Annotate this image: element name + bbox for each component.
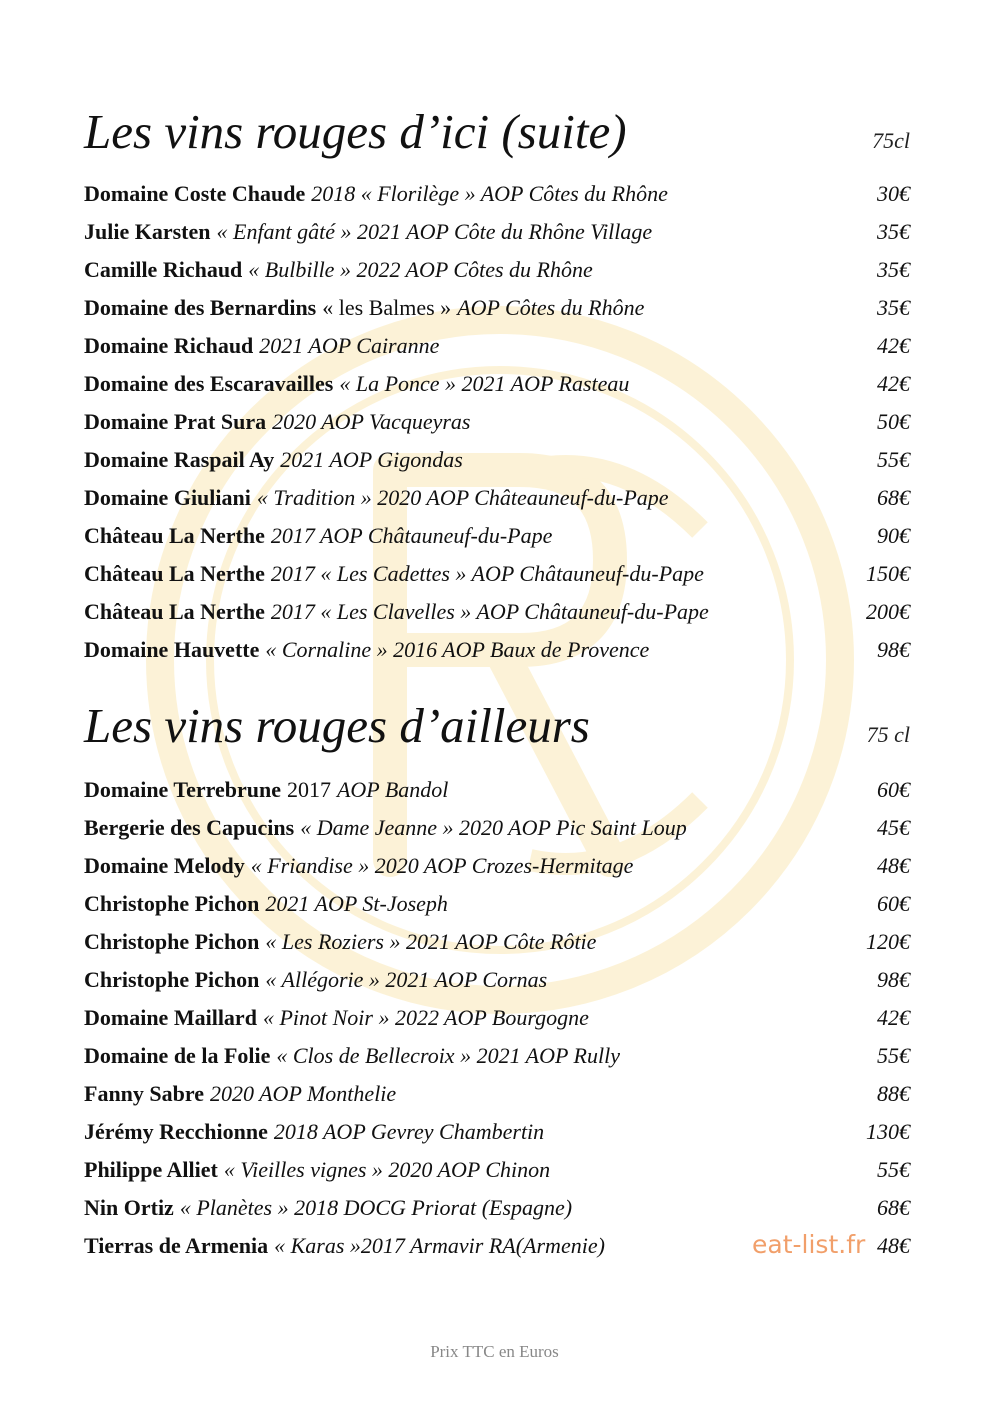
producer-name: Domaine Hauvette	[84, 637, 260, 662]
wine-row	[84, 327, 910, 365]
wine-price: 200€	[866, 599, 910, 624]
wine-detail: 2020 AOP Monthelie	[210, 1081, 397, 1106]
wine-price: 42€	[877, 371, 910, 396]
wine-row	[84, 403, 910, 441]
wine-price: 30€	[877, 181, 910, 206]
wine-description	[84, 1043, 620, 1069]
wine-detail: 2021 AOP Cairanne	[259, 333, 440, 358]
wine-detail: 2017 « Les Cadettes » AOP Châtauneuf-du-Pape	[270, 561, 704, 586]
section-header-ailleurs	[84, 680, 910, 753]
producer-name: Bergerie des Capucins	[84, 815, 295, 840]
producer-name: Domaine Prat Sura	[84, 409, 267, 434]
wine-detail: « Les Roziers » 2021 AOP Côte Rôtie	[265, 929, 597, 954]
wine-price: 60€	[877, 891, 910, 916]
wine-description	[84, 257, 593, 283]
wine-detail: « Bulbille » 2022 AOP Côtes du Rhône	[248, 257, 593, 282]
wine-description	[84, 637, 649, 663]
wine-row	[84, 213, 910, 251]
producer-name: Château La Nerthe	[84, 523, 265, 548]
wine-detail: « Pinot Noir » 2022 AOP Bourgogne	[262, 1005, 589, 1030]
wine-description	[84, 447, 463, 473]
wine-row	[84, 961, 910, 999]
wine-detail: « Tradition » 2020 AOP Châteauneuf-du-Pape	[256, 485, 669, 510]
wine-detail: AOP Bandol	[336, 777, 449, 802]
producer-name: Château La Nerthe	[84, 599, 265, 624]
wine-price: 35€	[877, 295, 910, 320]
wine-detail: « Enfant gâté » 2021 AOP Côte du Rhône Village	[216, 219, 653, 244]
producer-name: Domaine Richaud	[84, 333, 254, 358]
producer-name: Domaine Coste Chaude	[84, 181, 306, 206]
bottle-size-label: 75 cl	[866, 722, 910, 747]
producer-name: Christophe Pichon	[84, 967, 260, 992]
wine-detail: 2021 AOP St-Joseph	[265, 891, 448, 916]
wine-price: 98€	[877, 637, 910, 662]
bottle-size-label: 75cl	[872, 128, 910, 153]
producer-name: Domaine Giuliani	[84, 485, 251, 510]
wine-description	[84, 371, 629, 397]
wine-price: 42€	[877, 1005, 910, 1030]
producer-name: Fanny Sabre	[84, 1081, 205, 1106]
wine-row	[84, 593, 910, 631]
wine-price: 60€	[877, 777, 910, 802]
wine-detail: « Clos de Bellecroix » 2021 AOP Rully	[276, 1043, 620, 1068]
producer-name: Christophe Pichon	[84, 929, 260, 954]
wine-description	[84, 561, 704, 587]
wine-row	[84, 847, 910, 885]
wine-price: 50€	[877, 409, 910, 434]
wine-price: 150€	[866, 561, 910, 586]
wine-price: 42€	[877, 333, 910, 358]
wine-detail: « Karas »2017 Armavir RA(Armenie)	[274, 1233, 605, 1258]
wine-detail: 2018 AOP Gevrey Chambertin	[273, 1119, 545, 1144]
section-header-ici	[84, 86, 910, 159]
wine-row	[84, 1075, 910, 1113]
producer-name: Domaine Terrebrune	[84, 777, 281, 802]
wine-description	[84, 181, 668, 207]
wine-description	[84, 333, 439, 359]
producer-name: Domaine Raspail Ay	[84, 447, 275, 472]
producer-name: Domaine Maillard	[84, 1005, 257, 1030]
producer-name: Jérémy Recchionne	[84, 1119, 268, 1144]
wine-detail: 2017 « Les Clavelles » AOP Châtauneuf-du-Pape	[270, 599, 709, 624]
wine-list-ailleurs	[84, 771, 910, 1265]
wine-price: 88€	[877, 1081, 910, 1106]
wine-detail: 2018 « Florilège » AOP Côtes du Rhône	[311, 181, 668, 206]
wine-row	[84, 999, 910, 1037]
section-title: Les vins rouges d’ailleurs	[84, 698, 590, 753]
wine-description	[84, 599, 709, 625]
wine-row	[84, 809, 910, 847]
wine-detail: « La Ponce » 2021 AOP Rasteau	[339, 371, 630, 396]
wine-row	[84, 517, 910, 555]
wine-price: 55€	[877, 1043, 910, 1068]
wine-price: 120€	[866, 929, 910, 954]
wine-detail: « Friandise » 2020 AOP Crozes-Hermitage	[250, 853, 634, 878]
wine-detail: « Dame Jeanne » 2020 AOP Pic Saint Loup	[300, 815, 687, 840]
wine-row	[84, 885, 910, 923]
eat-list-watermark-badge: eat-list.fr	[752, 1230, 866, 1259]
wine-description	[84, 1233, 605, 1259]
wine-price: 48€	[877, 1233, 910, 1258]
wine-description	[84, 523, 552, 549]
wine-description	[84, 1157, 550, 1183]
wine-price: 90€	[877, 523, 910, 548]
wine-price: 35€	[877, 219, 910, 244]
wine-detail: « Planètes » 2018 DOCG Priorat (Espagne)	[179, 1195, 573, 1220]
wine-description	[84, 1081, 396, 1107]
producer-name: Camille Richaud	[84, 257, 243, 282]
section-title: Les vins rouges d’ici (suite)	[84, 104, 627, 159]
wine-row	[84, 1151, 910, 1189]
wine-price: 45€	[877, 815, 910, 840]
wine-description	[84, 777, 448, 803]
producer-name: Domaine des Escaravailles	[84, 371, 334, 396]
wine-detail: « Allégorie » 2021 AOP Cornas	[265, 967, 548, 992]
producer-name: Christophe Pichon	[84, 891, 260, 916]
wine-price: 130€	[866, 1119, 910, 1144]
wine-detail: « Cornaline » 2016 AOP Baux de Provence	[265, 637, 650, 662]
wine-price: 55€	[877, 447, 910, 472]
wine-description	[84, 967, 547, 993]
wine-row	[84, 631, 910, 669]
price-note-footer: Prix TTC en Euros	[430, 1342, 559, 1361]
wine-description	[84, 219, 652, 245]
wine-row	[84, 555, 910, 593]
producer-name: Domaine Melody	[84, 853, 245, 878]
wine-description	[84, 295, 644, 321]
wine-list-ici	[84, 175, 910, 669]
wine-description	[84, 1119, 544, 1145]
wine-price: 68€	[877, 485, 910, 510]
wine-row	[84, 771, 910, 809]
wine-detail: 2017 AOP Châtauneuf-du-Pape	[270, 523, 553, 548]
producer-name: Château La Nerthe	[84, 561, 265, 586]
producer-name: Philippe Alliet	[84, 1157, 218, 1182]
wine-price: 48€	[877, 853, 910, 878]
wine-cuvee: « les Balmes »	[322, 295, 452, 320]
wine-description	[84, 891, 448, 917]
wine-detail: 2020 AOP Vacqueyras	[272, 409, 471, 434]
wine-row	[84, 479, 910, 517]
wine-row	[84, 175, 910, 213]
wine-detail: « Vieilles vignes » 2020 AOP Chinon	[223, 1157, 551, 1182]
wine-price: 35€	[877, 257, 910, 282]
producer-name: Domaine de la Folie	[84, 1043, 271, 1068]
wine-row	[84, 441, 910, 479]
wine-description	[84, 853, 633, 879]
wine-description	[84, 815, 687, 841]
wine-detail: AOP Côtes du Rhône	[457, 295, 645, 320]
producer-name: Tierras de Armenia	[84, 1233, 269, 1258]
wine-description	[84, 1195, 572, 1221]
wine-row	[84, 1037, 910, 1075]
wine-row	[84, 365, 910, 403]
wine-cuvee: 2017	[286, 777, 331, 802]
wine-description	[84, 485, 669, 511]
wine-description	[84, 1005, 589, 1031]
producer-name: Domaine des Bernardins	[84, 295, 317, 320]
producer-name: Julie Karsten	[84, 219, 211, 244]
wine-row	[84, 289, 910, 327]
wine-price: 68€	[877, 1195, 910, 1220]
wine-row	[84, 1113, 910, 1151]
producer-name: Nin Ortiz	[84, 1195, 174, 1220]
wine-row	[84, 251, 910, 289]
wine-description	[84, 409, 470, 435]
wine-price: 55€	[877, 1157, 910, 1182]
wine-detail: 2021 AOP Gigondas	[280, 447, 463, 472]
wine-price: 98€	[877, 967, 910, 992]
wine-description	[84, 929, 596, 955]
wine-row	[84, 1189, 910, 1227]
wine-row	[84, 923, 910, 961]
